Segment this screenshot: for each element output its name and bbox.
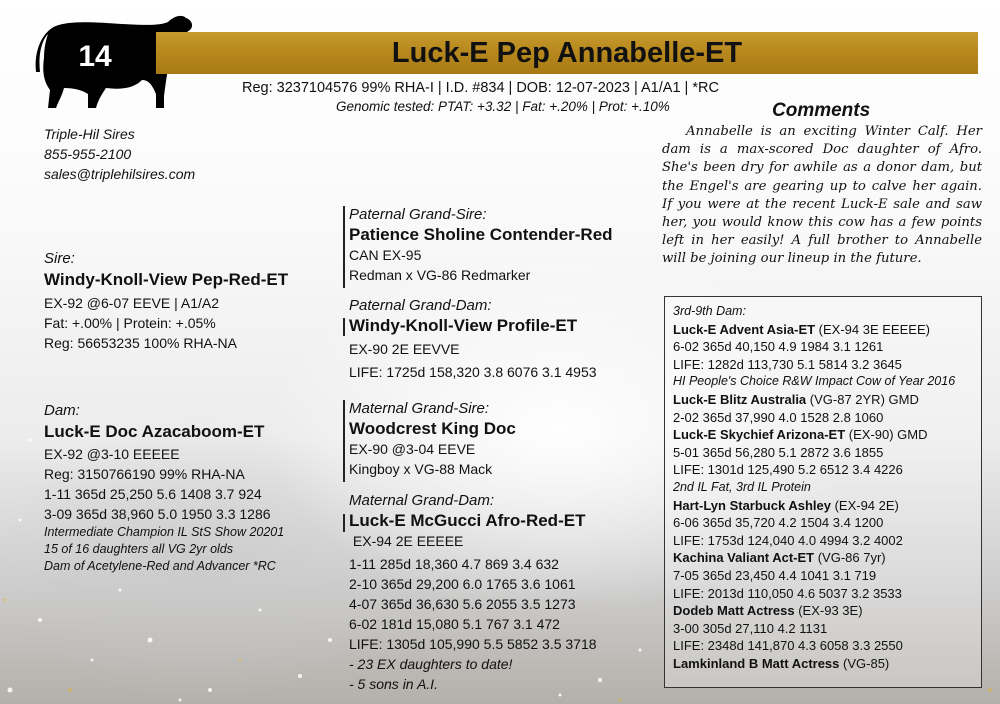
maternal-grand-sire-section xyxy=(349,400,516,479)
pgd-line: EX-90 2E EEVVE xyxy=(349,341,460,357)
dam-entry-name: Luck-E Skychief Arizona-ET xyxy=(673,427,846,443)
sire-line: Reg: 56653235 100% RHA-NA xyxy=(44,335,238,351)
page-title: Luck-E Pep Annabelle-ET xyxy=(391,37,743,69)
company-name: Triple-Hil Sires xyxy=(44,126,135,142)
divider xyxy=(343,400,345,482)
dam-name: Luck-E Doc Azacaboom-ET xyxy=(44,422,265,441)
dam-entry-line: LIFE: 1282d 113,730 5.1 5814 3.2 3645 xyxy=(673,356,902,372)
mgd-line: - 23 EX daughters to date! xyxy=(349,656,513,672)
lot-number: 14 xyxy=(78,40,112,73)
dam-section xyxy=(44,402,284,575)
pgd-label: Paternal Grand-Dam: xyxy=(349,297,492,314)
dam-entry-suffix: (VG-87 2YR) GMD xyxy=(806,391,919,407)
dam-entry-name: Hart-Lyn Starbuck Ashley xyxy=(673,497,831,513)
mgs-label: Maternal Grand-Sire: xyxy=(349,400,490,417)
paternal-grand-sire-section xyxy=(349,206,613,285)
sire-line: EX-92 @6-07 EEVE | A1/A2 xyxy=(44,295,220,311)
dams-list xyxy=(673,303,978,672)
genomic-line: Genomic tested: PTAT: +3.32 | Fat: +.20% | Prot: +.10% xyxy=(336,99,670,114)
mgd-name: Luck-E McGucci Afro-Red-ET xyxy=(349,511,586,530)
mgd-label: Maternal Grand-Dam: xyxy=(349,492,495,509)
dam-line: Reg: 3150766190 99% RHA-NA xyxy=(44,466,245,482)
dam-entry-note: 2nd IL Fat, 3rd IL Protein xyxy=(673,479,811,494)
phone-number[interactable]: 855-955-2100 xyxy=(44,146,132,162)
dam-line: EX-92 @3-10 EEEEE xyxy=(44,446,180,462)
dam-entry-suffix: (EX-94 3E EEEEE) xyxy=(815,321,930,337)
dam-entry-name: Luck-E Advent Asia-ET xyxy=(673,321,816,337)
mgs-line: Kingboy x VG-88 Mack xyxy=(349,461,493,477)
dam-label: Dam: xyxy=(44,402,80,419)
dam-entry-name: Kachina Valiant Act-ET xyxy=(673,550,815,566)
mgd-line: 1-11 285d 18,360 4.7 869 3.4 632 xyxy=(349,556,559,572)
mgs-name: Woodcrest King Doc xyxy=(349,419,516,438)
mgd-line: - 5 sons in A.I. xyxy=(349,676,438,692)
dams-box-label: 3rd-9th Dam: xyxy=(673,304,746,318)
dam-entry-title xyxy=(673,655,978,673)
sire-line: Fat: +.00% | Protein: +.05% xyxy=(44,315,216,331)
dam-entry-line: 2-02 365d 37,990 4.0 1528 2.8 1060 xyxy=(673,409,884,425)
dam-entry-name: Luck-E Blitz Australia xyxy=(673,391,807,407)
mgd-line: LIFE: 1305d 105,990 5.5 5852 3.5 3718 xyxy=(349,636,597,652)
registration-line: Reg: 3237104576 99% RHA-I | I.D. #834 | DOB: 12-07-2023 | A1/A1 | *RC xyxy=(242,80,719,96)
dam-entry-line: 6-02 365d 40,150 4.9 1984 3.1 1261 xyxy=(673,339,884,355)
divider xyxy=(343,206,345,288)
pgs-line: Redman x VG-86 Redmarker xyxy=(349,267,531,283)
sire-label: Sire: xyxy=(44,250,75,267)
dam-entry-suffix: (EX-90) GMD xyxy=(845,427,928,443)
dam-entry-title xyxy=(673,426,978,444)
pgs-name: Patience Sholine Contender-Red xyxy=(349,225,613,244)
dam-entry-title xyxy=(673,549,978,567)
dam-entry-title xyxy=(673,602,978,620)
dam-entry-line: 6-06 365d 35,720 4.2 1504 3.4 1200 xyxy=(673,515,884,531)
comments-title: Comments xyxy=(772,100,871,121)
dam-entry-suffix: (EX-94 2E) xyxy=(830,497,899,513)
dam-note: Intermediate Champion IL StS Show 20201 xyxy=(44,525,285,539)
dam-entry-note: HI People's Choice R&W Impact Cow of Year 2016 xyxy=(673,374,956,389)
dam-entry-line: LIFE: 1301d 125,490 5.2 6512 3.4 4226 xyxy=(673,462,903,478)
dam-line: 1-11 365d 25,250 5.6 1408 3.7 924 xyxy=(44,486,262,502)
pgs-label: Paternal Grand-Sire: xyxy=(349,206,487,223)
dam-entry-suffix: (VG-85) xyxy=(839,655,890,671)
dam-entry-title xyxy=(673,321,978,339)
mgd-line: EX-94 2E EEEEE xyxy=(349,533,464,549)
dam-entry-name: Dodeb Matt Actress xyxy=(673,603,795,619)
divider xyxy=(343,514,345,532)
mgd-line: 2-10 365d 29,200 6.0 1765 3.6 1061 xyxy=(349,576,576,592)
dam-note: 15 of 16 daughters all VG 2yr olds xyxy=(44,542,234,556)
mgd-line: 4-07 365d 36,630 5.6 2055 3.5 1273 xyxy=(349,596,576,612)
dam-entry-suffix: (VG-86 7yr) xyxy=(814,550,886,566)
pgd-line: LIFE: 1725d 158,320 3.8 6076 3.1 4953 xyxy=(349,364,597,380)
dam-entry-line: 7-05 365d 23,450 4.4 1041 3.1 719 xyxy=(673,567,877,583)
dam-note: Dam of Acetylene-Red and Advancer *RC xyxy=(44,559,276,573)
dam-entry-suffix: (EX-93 3E) xyxy=(794,603,863,619)
pgd-name: Windy-Knoll-View Profile-ET xyxy=(349,316,578,335)
divider xyxy=(343,318,345,336)
paternal-grand-dam-section xyxy=(349,297,597,382)
dam-entry-line: LIFE: 1753d 124,040 4.0 4994 3.2 4002 xyxy=(673,532,903,548)
sire-section xyxy=(44,250,288,353)
dam-entry-line: 3-00 305d 27,110 4.2 1131 xyxy=(673,620,828,636)
dam-entry-line: LIFE: 2348d 141,870 4.3 6058 3.3 2550 xyxy=(673,638,903,654)
email-address[interactable]: sales@triplehilsires.com xyxy=(44,166,196,182)
comments-text: Annabelle is an exciting Winter Calf. Her dam is a max-scored Doc daughter of Afro. She's been dry for awhile as a donor dam, but the Engel's are gearing up to calve her again. If you were at the recent Luck-E sale and saw her, you would know this cow has a few points left in her easily! A full brother to Annabelle will be joining our lineup in the future. xyxy=(662,124,982,267)
mgs-line: EX-90 @3-04 EEVE xyxy=(349,441,476,457)
maternal-grand-dam-section xyxy=(349,492,597,694)
mgd-line: 6-02 181d 15,080 5.1 767 3.1 472 xyxy=(349,616,560,632)
dam-entry-line: 5-01 365d 56,280 5.1 2872 3.6 1855 xyxy=(673,444,884,460)
contact-info xyxy=(44,124,195,184)
dam-entry-name: Lamkinland B Matt Actress xyxy=(673,655,840,671)
dam-line: 3-09 365d 38,960 5.0 1950 3.3 1286 xyxy=(44,506,271,522)
pgs-line: CAN EX-95 xyxy=(349,247,422,263)
sire-name: Windy-Knoll-View Pep-Red-ET xyxy=(44,270,289,289)
dam-entry-title xyxy=(673,497,978,515)
dam-entry-line: LIFE: 2013d 110,050 4.6 5037 3.2 3533 xyxy=(673,585,902,601)
dam-entry-title xyxy=(673,391,978,409)
